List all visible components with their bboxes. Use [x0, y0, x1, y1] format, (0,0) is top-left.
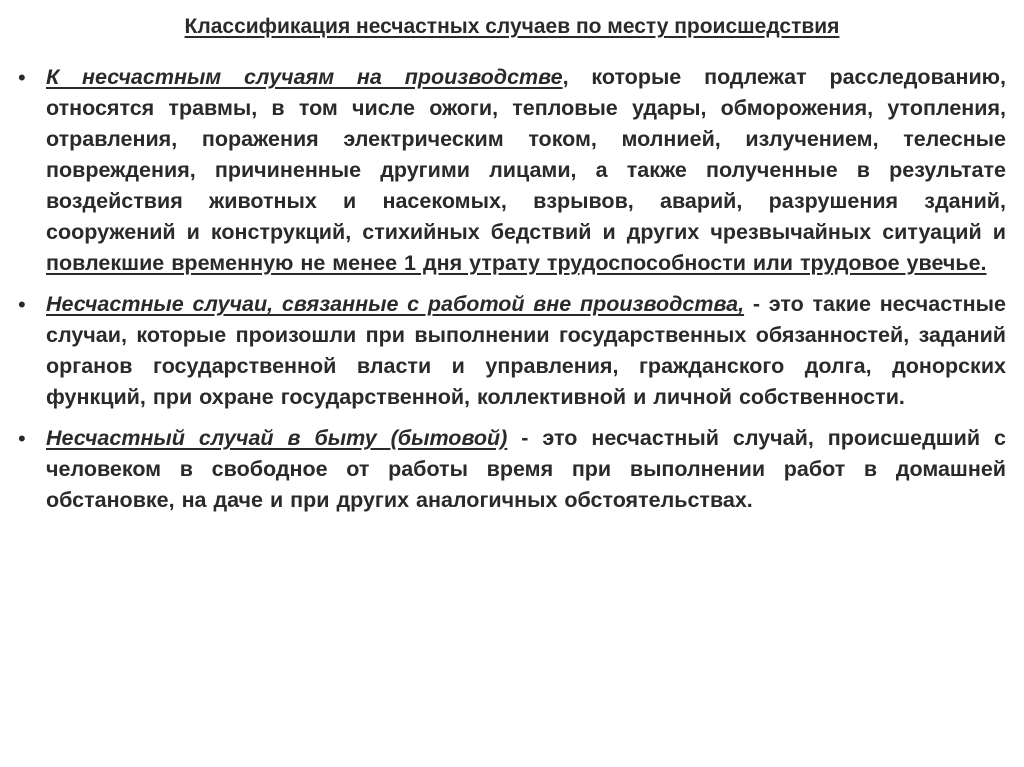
definition-text: , которые подлежат расследованию, относятся травмы, в том числе ожоги, тепловые удары, обморожения, утопления, отравления, поражения электрическим током, молнией, излучением, телесные повреждения, причиненные другими лицами, а также полученные в результате воздействия животных и насекомых, взрывов, аварий, разрушения зданий, сооружений и конструкций, стихийных бедствий и других чрезвычайных ситуаций и [46, 65, 1006, 244]
term-domestic: Несчастный случай в быту (бытовой) [46, 426, 508, 450]
bullet-paragraph [46, 423, 1006, 516]
slide-title: Классификация несчастных случаев по месту происшедствия [184, 15, 840, 38]
bullet-icon: • [18, 292, 26, 317]
bullet-icon: • [18, 65, 26, 90]
bullet-item-domestic [18, 423, 1006, 516]
underlined-condition: повлекшие временную не менее 1 дня утрату трудоспособности или трудовое увечье. [46, 251, 987, 275]
term-production: К несчастным случаям на производстве [46, 65, 563, 89]
bullet-list [18, 62, 1006, 516]
bullet-paragraph [46, 62, 1006, 279]
bullet-icon: • [18, 426, 26, 451]
definition-text: - это несчастный случай, происшедший с человеком в свободное от работы время при выполнении работ в домашней обстановке, на даче и при других аналогичных обстоятельствах. [46, 426, 1007, 512]
bullet-item-production [18, 62, 1006, 279]
bullet-paragraph [46, 289, 1006, 413]
definition-text: - это такие несчастные случаи, которые произошли при выполнении государственных обязанностей, заданий органов государственной власти и управления, гражданского долга, донорских функций, при охране государственной, коллективной и личной собственности. [46, 292, 1006, 409]
term-non-production: Несчастные случаи, связанные с работой вне производства, [46, 292, 745, 316]
bullet-item-non-production [18, 289, 1006, 413]
